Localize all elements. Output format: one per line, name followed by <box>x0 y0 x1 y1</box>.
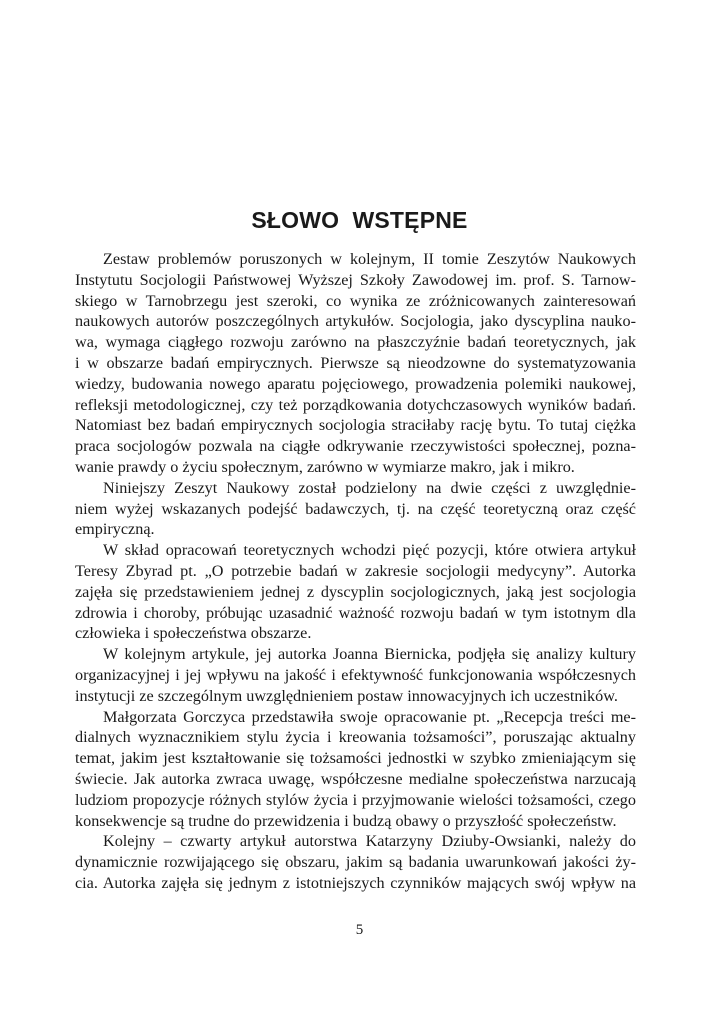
text-line: W kolejnym artykule, jej autorka Joanna Biernicka, podjęła się analizy kultury <box>103 645 636 664</box>
text-line: empiryczną. <box>75 520 155 539</box>
text-line: i w obszarze badań empirycznych. Pierwsze są nieodzowne do systematyzowania <box>75 353 636 372</box>
text-line: refleksji metodologicznej, czy też porządkowania dotychczasowych wyników badań. <box>75 395 636 414</box>
text-line: świecie. Jak autorka zwraca uwagę, współczesne medialne społeczeństwa narzucają <box>75 769 636 788</box>
text-line: Zestaw problemów poruszonych w kolejnym, II tomie Zeszytów Naukowych <box>103 250 636 268</box>
text-line: W skład opracowań teoretycznych wchodzi pięć pozycji, które otwiera artykuł <box>103 541 636 560</box>
text-line: wiedzy, budowania nowego aparatu pojęciowego, prowadzenia polemiki naukowej, <box>75 374 636 393</box>
text-line: praca socjologów pozwala na ciągłe odkrywanie rzeczywistości społecznej, pozna- <box>75 437 636 456</box>
text-line: instytucji ze szczególnym uwzględnieniem postaw innowacyjnych ich uczestników. <box>75 686 618 705</box>
text-line: człowieka i społeczeństwa obszarze. <box>75 624 312 643</box>
page-heading: SŁOWO WSTĘPNE <box>251 207 468 233</box>
paragraph <box>75 707 636 832</box>
text-line: Małgorzata Gorczyca przedstawiła swoje opracowanie pt. „Recepcja treści me- <box>103 707 636 726</box>
paragraph <box>75 478 636 540</box>
text-line: Niniejszy Zeszyt Naukowy został podzielony na dwie części z uwzględnie- <box>103 478 636 497</box>
text-line: niem wyżej wskazanych podejść badawczych, tj. na część teoretyczną oraz część <box>75 499 636 518</box>
paragraph <box>75 831 636 893</box>
text-line: wa, wymaga ciągłego rozwoju zarówno na płaszczyźnie badań teoretycznych, jak <box>75 333 636 352</box>
text-line: Natomiast bez badań empirycznych socjologia straciłaby rację bytu. To tutaj ciężka <box>75 416 636 435</box>
page-number: 5 <box>355 922 364 938</box>
paragraph <box>75 249 636 478</box>
text-line: wanie prawdy o życiu społecznym, zarówno w wymiarze makro, jak i mikro. <box>75 457 575 476</box>
text-line: organizacyjnej i jej wpływu na jakość i efektywność funkcjonowania współczesnych <box>75 665 636 684</box>
text-line: konsekwencje są trudne do przewidzenia i budzą obawy o przyszłość społeczeństw. <box>75 811 617 830</box>
text-line: Teresy Zbyrad pt. „O potrzebie badań w zakresie socjologii medycyny”. Autorka <box>75 561 636 580</box>
paragraph <box>75 540 636 644</box>
text-line: skiego w Tarnobrzegu jest szeroki, co wynika ze zróżnicowanych zainteresowań <box>75 291 636 310</box>
text-line: dynamicznie rozwijającego się obszaru, jakim są badania uwarunkowań jakości ży- <box>75 853 636 872</box>
text-line: cia. Autorka zajęła się jednym z istotniejszych czynników mających swój wpływ na <box>75 873 636 892</box>
paragraph <box>75 644 636 706</box>
text-line: Instytutu Socjologii Państwowej Wyższej Szkoły Zawodowej im. prof. S. Tarnow- <box>75 270 636 289</box>
text-line: dialnych wyznacznikiem stylu życia i kreowania tożsamości”, poruszając aktualny <box>75 728 636 747</box>
text-line: temat, jakim jest kształtowanie się tożsamości jednostki w szybko zmieniającym się <box>75 749 636 768</box>
text-line: Kolejny – czwarty artykuł autorstwa Katarzyny Dziuby-Owsianki, należy do <box>103 832 636 851</box>
text-line: zajęła się przedstawieniem jednej z dyscyplin socjologicznych, jaką jest socjologia <box>75 582 636 601</box>
text-line: zdrowia i choroby, próbując uzasadnić ważność rozwoju badań w tym istotnym dla <box>75 603 636 622</box>
text-line: naukowych autorów poszczególnych artykułów. Socjologia, jako dyscyplina nauko- <box>75 312 636 331</box>
body-text <box>75 249 636 894</box>
text-line: ludziom propozycje różnych stylów życia i przyjmowanie wielości tożsamości, czego <box>75 790 636 809</box>
